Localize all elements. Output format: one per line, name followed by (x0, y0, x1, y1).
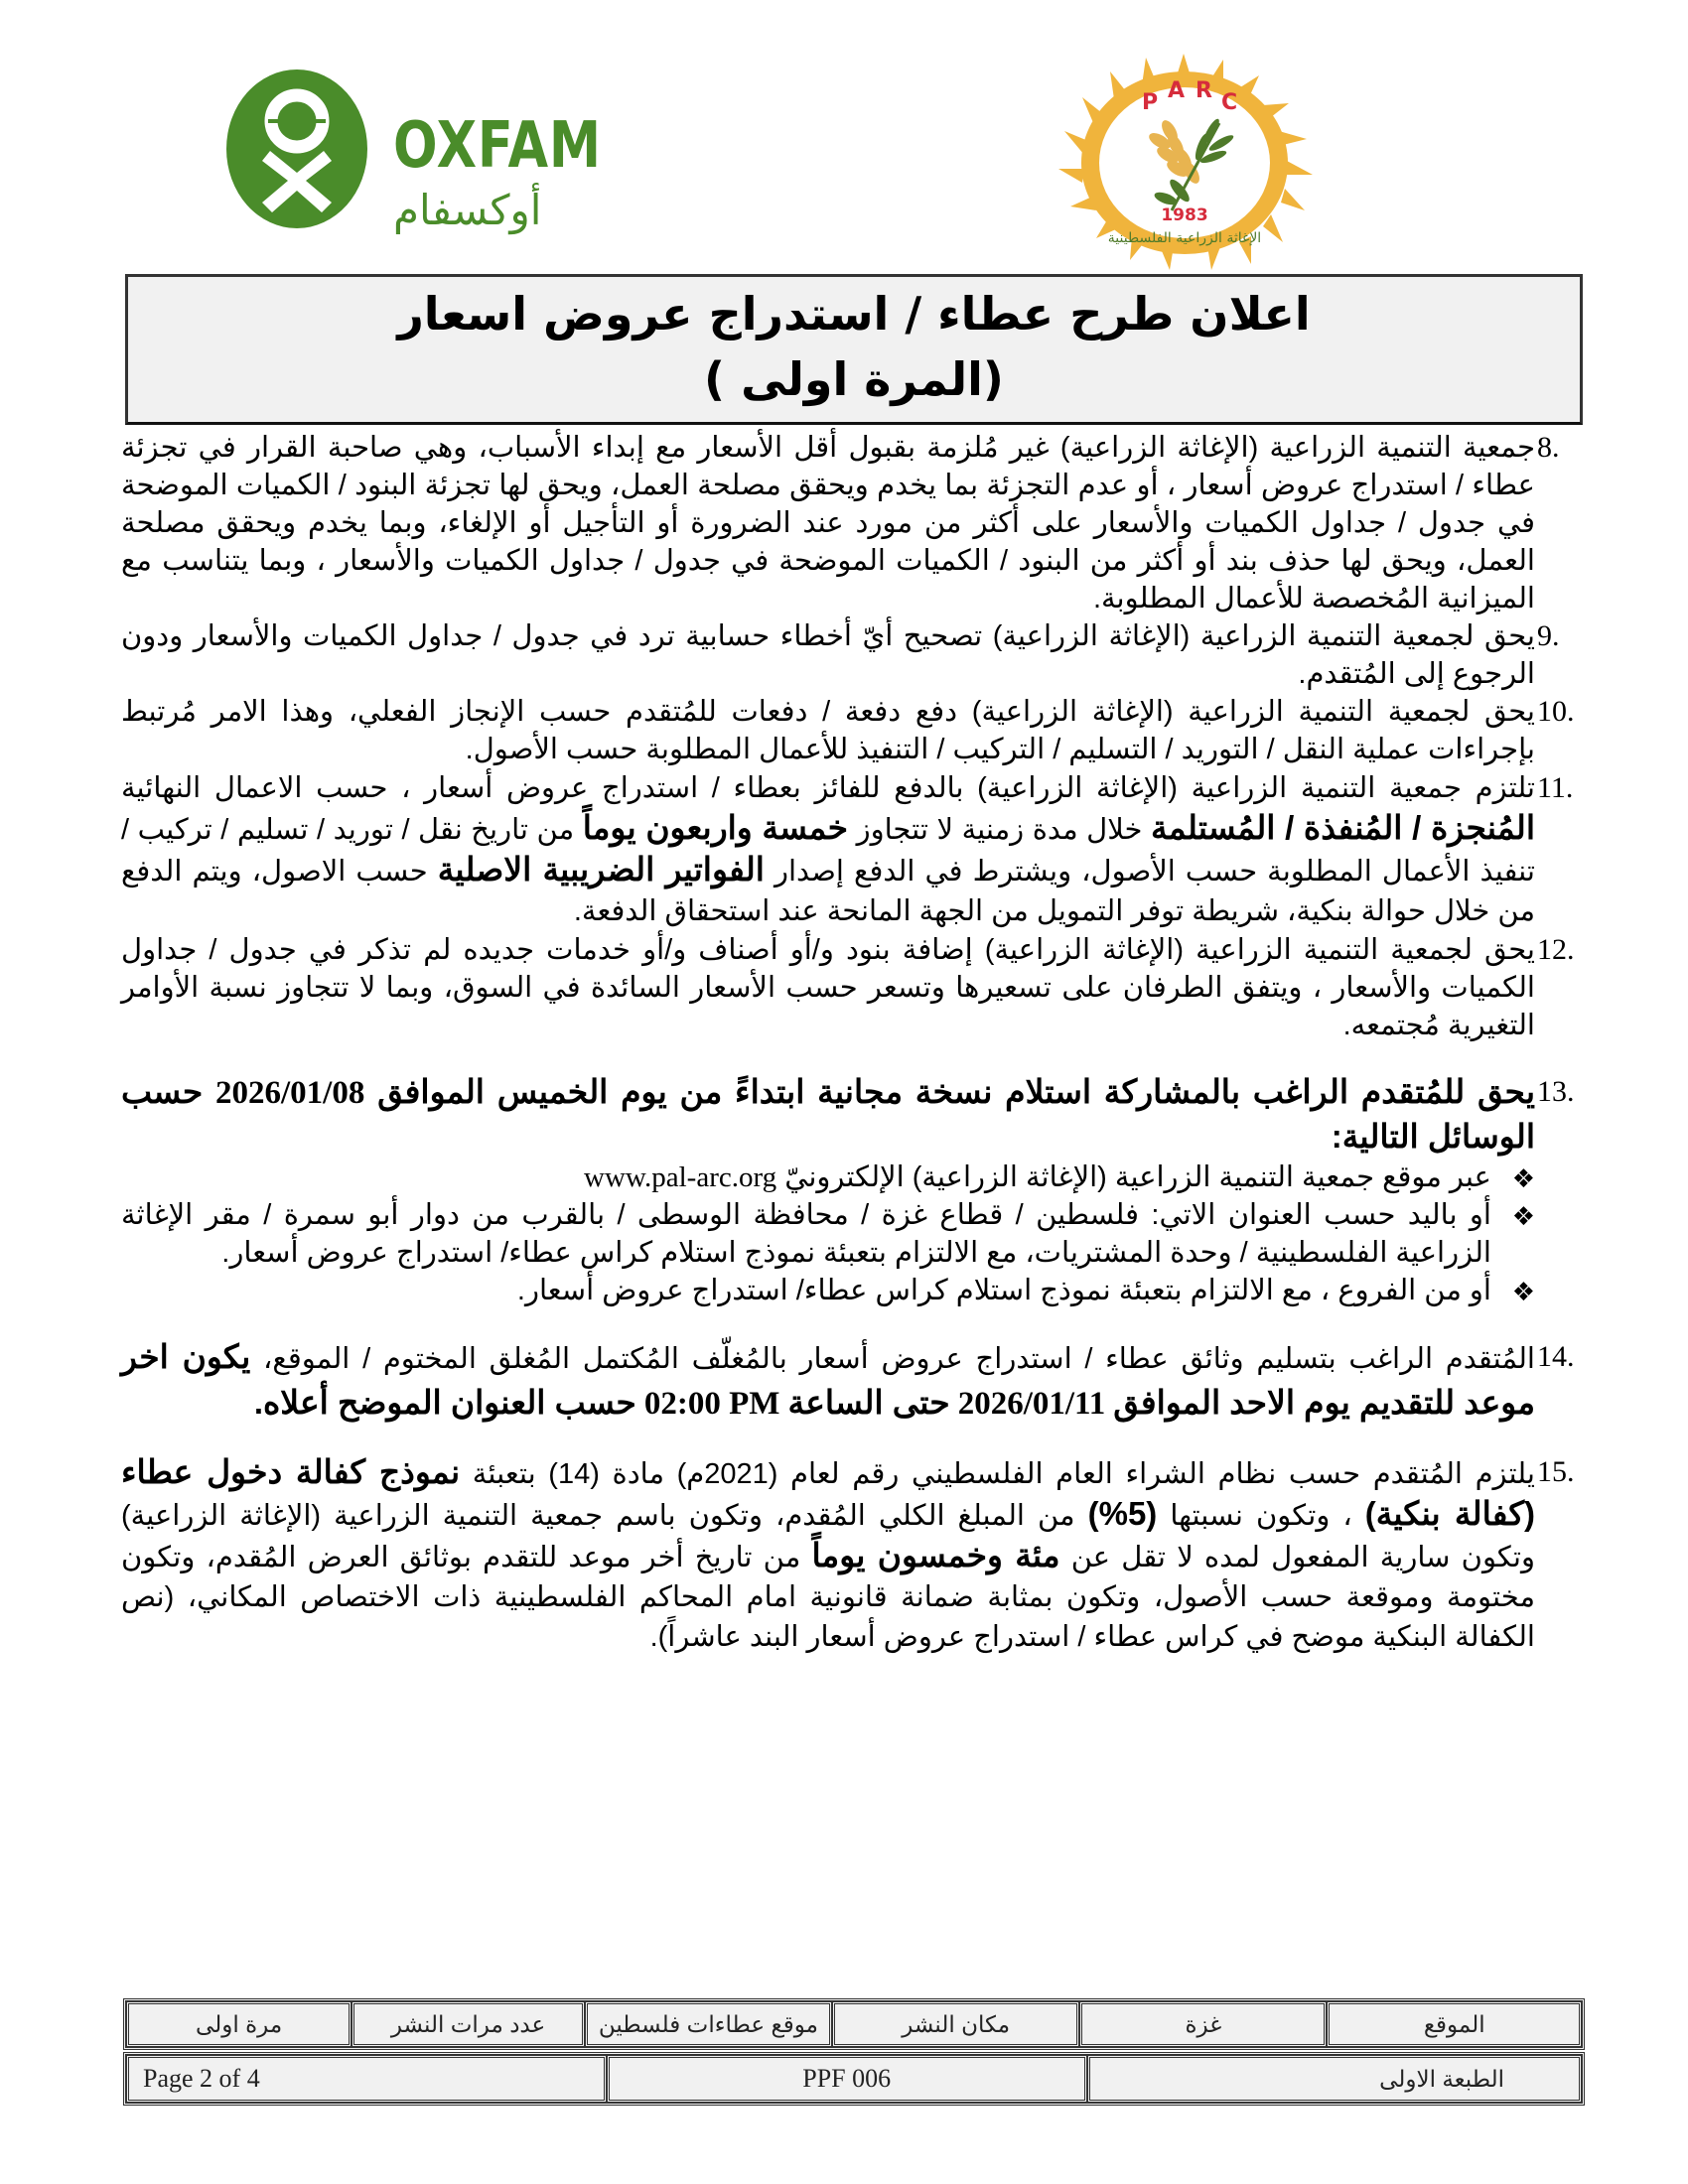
method-item-in-person (121, 1196, 1535, 1272)
term-item-12 (121, 931, 1587, 1044)
svg-text:C: C (1221, 90, 1238, 115)
announcement-title-box (125, 274, 1583, 425)
method-item-branches (121, 1272, 1535, 1309)
method-text: عبر موقع جمعية التنمية الزراعية (الإغاثة الزراعية) الإلكترونيّ (784, 1161, 1491, 1193)
publication-info-table (123, 1998, 1585, 2050)
term-text: المُتقدم الراغب بتسليم وثائق عطاء / استدراج عروض أسعار بالمُغلّف المُكتمل المُغلق المختوم / الموقع، (263, 1343, 1535, 1375)
svg-text:A: A (1168, 78, 1186, 103)
term-number: 11. (1537, 771, 1574, 804)
term-number: 12. (1537, 933, 1575, 966)
term-number: 8. (1537, 431, 1560, 464)
term-number: 13. (1537, 1075, 1575, 1108)
svg-text:1983: 1983 (1161, 205, 1208, 225)
diamond-bullet-icon: ❖ (1511, 1202, 1535, 1232)
method-item-website (121, 1159, 1535, 1196)
location-value: غزة (1079, 2001, 1327, 2047)
term-item-9 (121, 617, 1587, 693)
term-text: من تاريخ أخر موعد للتقدم بوثائق العرض المُقدم، وتكون مختومة وموقعة حسب الأصول، وتكون بمثابة ضمانة قانونية امام المحاكم الفلسطينية ذات الاختصاص المكاني، (نص الكفالة البنكية موضح في كراس عطاء / استدراج عروض أسعار البند عاشراً). (121, 1542, 1535, 1653)
term-text: يحق لجمعية التنمية الزراعية (الإغاثة الزراعية) تصحيح أيّ أخطاء حسابية ترد في جدول / جداول الكميات والأسعار ودون الرجوع إلى المُتقدم. (121, 620, 1535, 690)
bond-percentage: (5%) (1087, 1495, 1158, 1532)
term-text: من تاريخ نقل / توريد / تسليم / تركيب / تنفيذ الأعمال المطلوبة حسب الأصول، ويشترط في الدفع إصدار (121, 814, 1535, 887)
term-emphasis: المُنجزة / المُنفذة / المُستلمة (1151, 809, 1536, 846)
method-text: أو باليد حسب العنوان الاتي: فلسطين / قطاع غزة / محافظة الوسطى / بالقرب من دوار أبو سمرة / مقر الإغاثة الزراعية الفلسطينية / وحدة المشتريات، مع الالتزام بتعبئة نموذج استلام كراس عطاء/ استدراج عروض أسعار. (121, 1199, 1491, 1269)
svg-text:الإغاثة الزراعية الفلسطينية: الإغاثة الزراعية الفلسطينية (1107, 230, 1262, 246)
term-item-10 (121, 693, 1587, 768)
oxfam-figure-icon (226, 69, 367, 228)
deadline-date: 2026/01/11 (957, 1386, 1106, 1422)
deadline-emphasis: حتى الساعة (787, 1384, 950, 1421)
term-text: يحق للمُتقدم الراغب بالمشاركة استلام نسخة مجانية ابتداءً من يوم الخميس الموافق (377, 1073, 1536, 1110)
term-number: 14. (1537, 1340, 1575, 1373)
term-text: يلتزم المُتقدم حسب نظام الشراء العام الفلسطيني رقم لعام (2021م) مادة (14) بتعبئة (472, 1458, 1535, 1490)
term-text: جمعية التنمية الزراعية (الإغاثة الزراعية) غير مُلزمة بقبول أقل الأسعار مع إبداء الأسباب، وهي صاحبة القرار في تجزئة عطاء / استدراج عروض أسعار ، أو عدم التجزئة بما يخدم ويحقق مصلحة العمل، ويحق لها تجزئة البنود / الكميات الموضحة في جدول / جداول الكميات والأسعار على أكثر من مورد عند الضرورة أو التأجيل أو الإلغاء، وبما يخدم ويحقق مصلحة العمل، ويحق لها حذف بند أو أكثر من البنود / الكميات الموضحة في جدول / جداول الكميات والأسعار ، وبما يتناسب مع الميزانية المُخصصة للأعمال المطلوبة. (121, 432, 1535, 614)
diamond-bullet-icon: ❖ (1511, 1164, 1535, 1194)
term-text: خلال مدة زمنية لا تتجاوز (856, 814, 1143, 846)
publication-count-label: عدد مرات النشر (352, 2001, 585, 2047)
term-text: ، وتكون نسبتها (1170, 1500, 1352, 1532)
bid-bond-emphasis: نموذج كفالة دخول عطاء (كفالة بنكية) (121, 1453, 1536, 1532)
term-item-13 (121, 1070, 1587, 1159)
svg-text:R: R (1196, 78, 1212, 103)
term-item-14 (121, 1335, 1587, 1427)
deadline-emphasis: حسب العنوان الموضح أعلاه. (253, 1384, 636, 1421)
start-date: 2026/01/08 (215, 1075, 365, 1111)
svg-text:P: P (1142, 90, 1159, 115)
publication-count-value: مرة اولى (126, 2001, 352, 2047)
invoice-emphasis: الفواتير الضريبية الاصلية (437, 851, 765, 887)
oxfam-wordmark: OXFAM (393, 109, 602, 183)
method-text: أو من الفروع ، مع الالتزام بتعبئة نموذج استلام كراس عطاء/ استدراج عروض أسعار. (516, 1275, 1491, 1306)
term-text: يحق لجمعية التنمية الزراعية (الإغاثة الزراعية) إضافة بنود و/أو أصناف و/أو خدمات جديده لم تذكر في جدول / جداول الكميات والأسعار ، ويتفق الطرفان على تسعيرها وتسعر حسب الأسعار السائدة في السوق، وبما لا تتجاوز نسبة الأوامر التغيرية مُجتمعه. (121, 934, 1535, 1041)
deadline-time: 02:00 PM (643, 1386, 780, 1422)
diamond-bullet-icon: ❖ (1511, 1278, 1535, 1307)
document-info-table (123, 2052, 1585, 2106)
terms-list (121, 429, 1587, 1657)
page-title: اعلان طرح عطاء / استدراج عروض اسعار (397, 287, 1311, 341)
parc-logo (1053, 52, 1316, 270)
website-link[interactable]: www.pal-arc.org (584, 1161, 777, 1193)
form-code: PPF 006 (607, 2055, 1087, 2103)
publication-place-label: مكان النشر (832, 2001, 1079, 2047)
bond-validity-emphasis: مئة وخمسون يوماً (811, 1537, 1060, 1573)
acquisition-methods-list (121, 1159, 1587, 1309)
parc-sun-emblem-icon (1053, 52, 1316, 270)
term-text: تلتزم جمعية التنمية الزراعية (الإغاثة الزراعية) بالدفع للفائز بعطاء / استدراج عروض أسعار ، حسب الاعمال النهائية (121, 772, 1535, 804)
term-number: 10. (1537, 695, 1575, 728)
term-text: يحق لجمعية التنمية الزراعية (الإغاثة الزراعية) دفع دفعة / دفعات للمُتقدم حسب الإنجاز الفعلي، وهذا الامر مُرتبط بإجراءات عملية النقل / التوريد / التسليم / التركيب / التنفيذ للأعمال المطلوبة حسب الأصول. (121, 696, 1535, 765)
term-item-8 (121, 429, 1587, 617)
term-text: حسب الوسائل التالية: (121, 1073, 1535, 1155)
page-number: Page 2 of 4 (126, 2055, 607, 2103)
deadline-emphasis: يكون اخر موعد للتقديم يوم الاحد الموافق (121, 1338, 1535, 1421)
term-number: 15. (1537, 1455, 1575, 1488)
term-text: من المبلغ الكلي المُقدم، وتكون باسم جمعية التنمية الزراعية (الإغاثة الزراعية) وتكون سارية المفعول لمده لا تقل عن (121, 1500, 1536, 1573)
term-text: حسب الاصول، ويتم الدفع من خلال حوالة بنكية، شريطة توفر التمويل من الجهة المانحة عند استحقاق الدفعة. (121, 856, 1535, 927)
oxfam-logo (226, 62, 604, 245)
term-number: 9. (1537, 619, 1560, 652)
edition-label: الطبعة الاولى (1087, 2055, 1582, 2103)
oxfam-arabic-wordmark: أوكسفام (393, 186, 542, 234)
term-item-15 (121, 1452, 1587, 1657)
publication-place-value: موقع عطاءات فلسطين (585, 2001, 832, 2047)
payment-period-emphasis: خمسة واربعون يوماً (582, 809, 849, 846)
term-item-11 (121, 768, 1587, 931)
page-subtitle: (المرة اولى ) (704, 352, 1004, 406)
location-label: الموقع (1327, 2001, 1582, 2047)
